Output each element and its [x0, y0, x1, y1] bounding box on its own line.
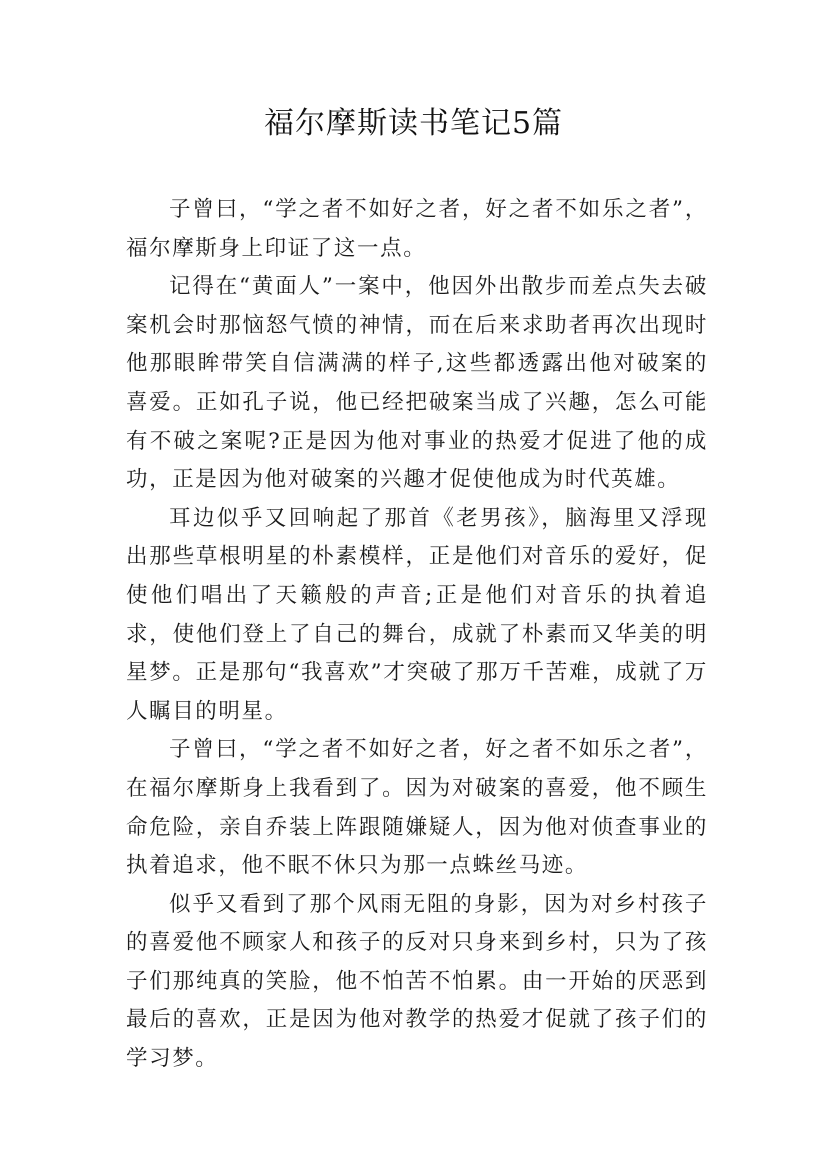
document-body — [126, 191, 708, 1079]
paragraph: 似乎又看到了那个风雨无阻的身影，因为对乡村孩子的喜爱他不顾家人和孩子的反对只身来到乡村，只为了孩子们那纯真的笑脸，他不怕苦不怕累。由一开始的厌恶到最后的喜欢，正是因为他对教学的热爱才促就了孩子们的学习梦。 — [126, 891, 708, 1072]
paragraph: 子曾曰，“学之者不如好之者，好之者不如乐之者”，在福尔摩斯身上我看到了。因为对破案的喜爱，他不顾生命危险，亲自乔装上阵跟随嫌疑人，因为他对侦查事业的执着追求，他不眠不休只为那一点蛛丝马迹。 — [126, 737, 708, 879]
paragraph: 记得在“黄面人”一案中，他因外出散步而差点失去破案机会时那恼怒气愤的神情，而在后来求助者再次出现时他那眼眸带笑自信满满的样子,这些都透露出他对破案的喜爱。正如孔子说，他已经把破案当成了兴趣，怎么可能有不破之案呢?正是因为他对事业的热爱才促进了他的成功，正是因为他对破案的兴趣才促使他成为时代英雄。 — [126, 274, 708, 493]
paragraph: 耳边似乎又回响起了那首《老男孩》，脑海里又浮现出那些草根明星的朴素模样，正是他们对音乐的爱好，促使他们唱出了天籁般的声音;正是他们对音乐的执着追求，使他们登上了自己的舞台，成就了朴素而又华美的明星梦。正是那句“我喜欢”才突破了那万千苦难，成就了万人瞩目的明星。 — [126, 505, 708, 724]
paragraph: 子曾曰，“学之者不如好之者，好之者不如乐之者”，福尔摩斯身上印证了这一点。 — [126, 197, 708, 261]
document-title: 福尔摩斯读书笔记5篇 — [263, 106, 564, 141]
